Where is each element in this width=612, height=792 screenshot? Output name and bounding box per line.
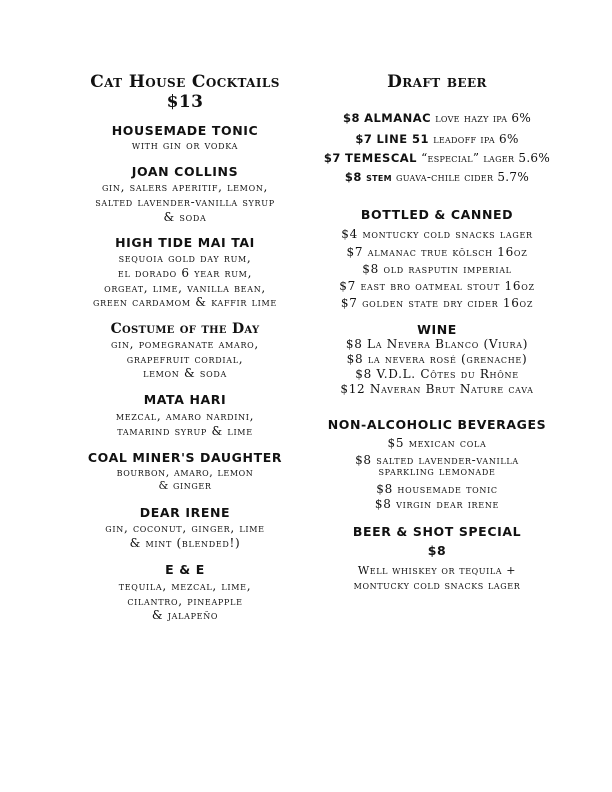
na-item: $8 salted lavender-vanilla [355,453,519,467]
cocktail-ingredients: tamarind syrup & lime [117,424,253,438]
na-title: NON-ALCOHOLIC BEVERAGES [327,417,547,432]
cocktails-price: $13 [166,92,204,112]
wine-item: $8 La Nevera Blanco (Viura) [345,337,529,351]
cocktail-name: JOAN COLLINS [131,164,239,179]
cocktail-ingredients: gin, pomegranate amaro, [111,337,259,351]
bottled-item: $7 golden state dry cider 16oz [340,296,534,310]
cocktail-ingredients: gin, salers aperitif, lemon, [101,180,269,194]
bottled-item: $7 east bro oatmeal stout 16oz [339,279,535,293]
wine-item: $8 V.D.L. Côtes du Rhône [355,367,519,381]
cocktail-name: MATA HARI [143,392,227,407]
bottled-title: BOTTLED & CANNED [360,207,514,222]
na-item: $8 virgin dear irene [374,497,500,511]
special-title: BEER & SHOT SPECIAL [352,524,522,539]
cocktail-ingredients: cilantro, pineapple [127,594,243,608]
cocktail-name: HIGH TIDE MAI TAI [115,235,255,250]
special-description: montucky cold snacks lager [353,579,521,592]
cocktail-ingredients: bourbon, amaro, lemon [116,466,254,479]
na-item: $5 mexican cola [387,436,487,450]
na-item: $8 housemade tonic [376,482,498,496]
draft-item: $8 stem guava-chile cider 5.7% [344,170,530,184]
draft-item: $7 LINE 51 leadoff ipa 6% [355,132,519,146]
cocktail-ingredients: sequoia gold day rum, [118,251,252,265]
cocktail-ingredients: & jalapeño [151,608,219,622]
cocktail-ingredients: green cardamom & kaffir lime [93,295,277,309]
cocktail-ingredients: mezcal, amaro nardini, [115,409,255,423]
cocktail-ingredients: grapefruit cordial, [126,352,244,366]
cocktail-ingredients: & soda [163,210,207,224]
cocktail-ingredients: orgeat, lime, vanilla bean, [104,281,266,295]
special-description: Well whiskey or tequila + [357,564,517,577]
cocktail-name: DEAR IRENE [139,505,231,520]
cocktail-name: E & E [165,562,205,577]
cocktail-ingredients: tequila, mezcal, lime, [118,579,252,593]
cocktail-ingredients: & mint (blended!) [129,536,241,550]
cocktail-name: HOUSEMADE TONIC [111,123,259,138]
cocktail-ingredients: el dorado 6 year rum, [117,266,253,280]
wine-title: WINE [417,322,457,337]
special-price: $8 [427,543,447,558]
cocktail-ingredients: lemon & soda [143,366,227,380]
cocktail-name: COAL MINER'S DAUGHTER [87,450,283,465]
cocktail-ingredients: gin, coconut, ginger, lime [105,521,265,535]
bottled-item: $7 almanac true kölsch 16oz [346,245,528,259]
cocktail-name: Costume of the Day [110,321,260,337]
cocktail-ingredients: salted lavender-vanilla syrup [95,195,275,209]
cocktail-ingredients: & ginger [158,479,212,492]
draft-item: $7 TEMESCAL “especial” lager 5.6% [323,151,551,165]
wine-item: $12 Naveran Brut Nature cava [340,382,534,396]
bottled-item: $4 montucky cold snacks lager [341,227,533,241]
cocktails-title: Cat House Cocktails [90,72,280,92]
draft-title: Draft beer [387,72,487,92]
na-item: sparkling lemonade [378,464,496,478]
bottled-item: $8 old rasputin imperial [362,262,512,276]
wine-item: $8 la nevera rosé (grenache) [346,352,528,366]
draft-item: $8 ALMANAC love hazy ipa 6% [342,111,532,125]
cocktail-ingredients: with gin or vodka [131,138,239,152]
